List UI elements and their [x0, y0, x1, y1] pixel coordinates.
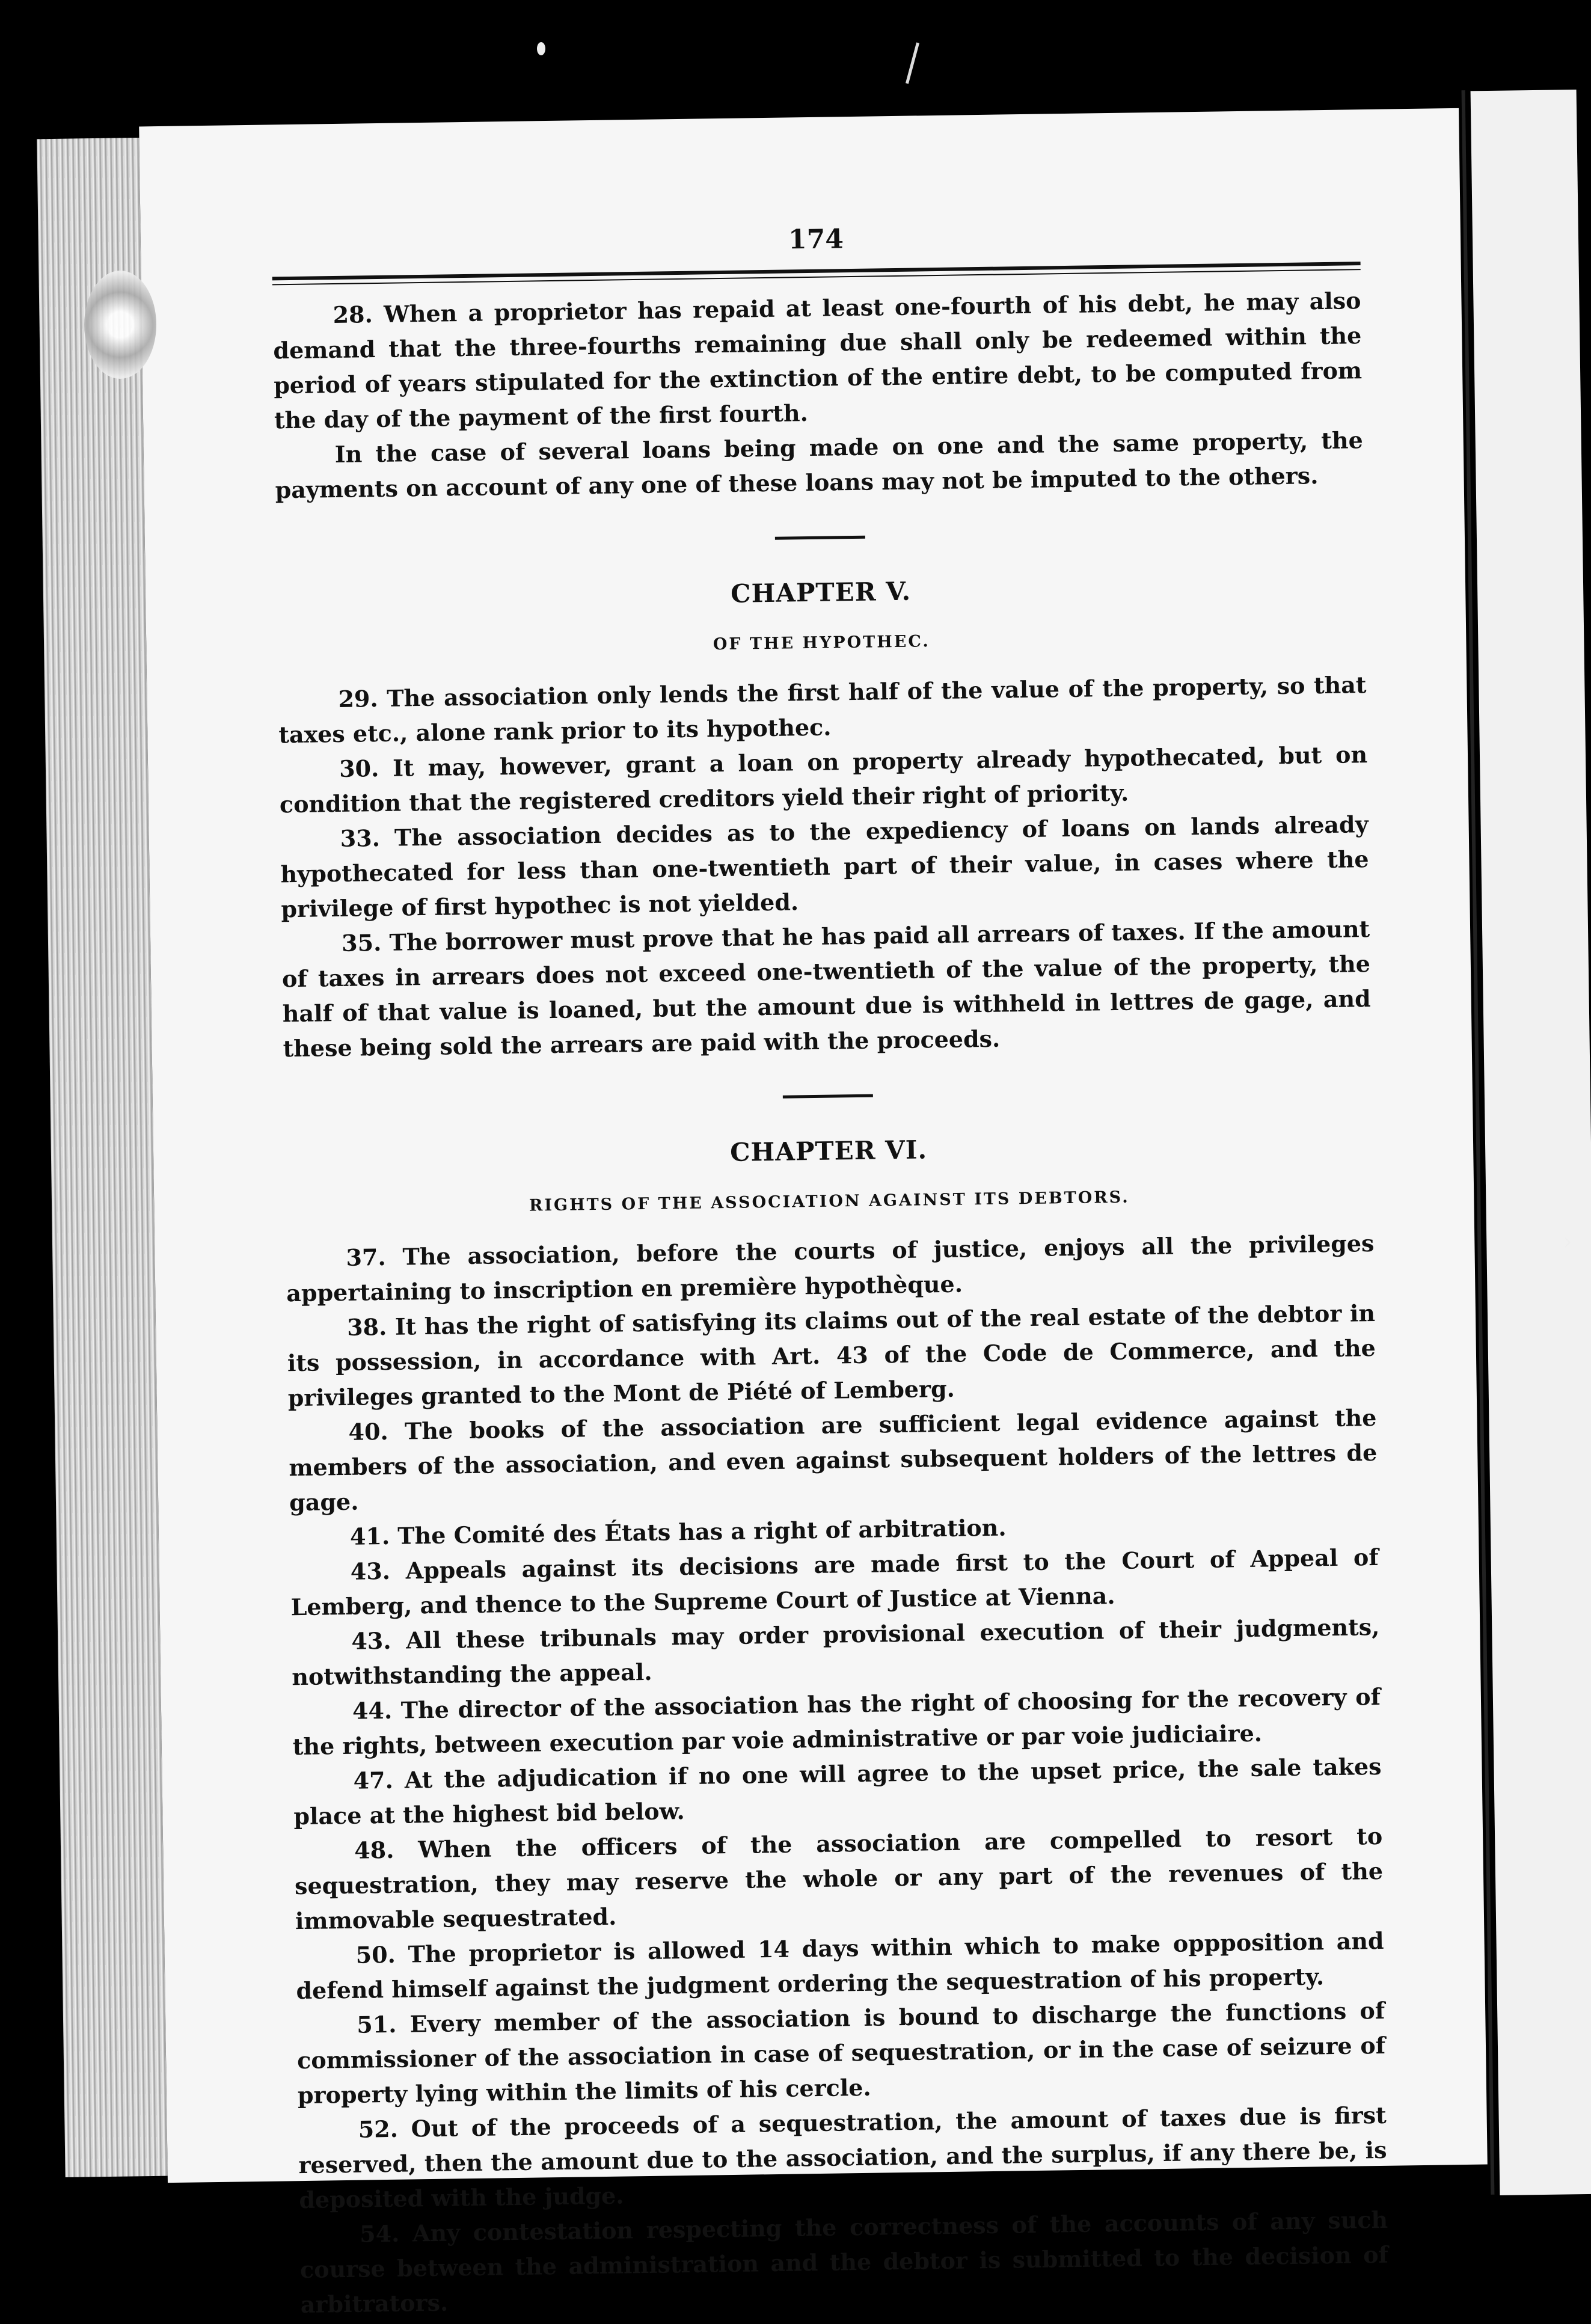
- paragraph-48: 48. When the officers of the association are compelled to resort to sequestration, they may reserve the whole or any part of the revenues of the immovable sequestrated.: [294, 1822, 1384, 1935]
- scan-speck: [537, 42, 545, 55]
- paragraph-51: 51. Every member of the association is bound to discharge the functions of commissioner of the association in case of sequestration, or in the case of seizure of property lying within the limits of his cercle.: [296, 1996, 1386, 2109]
- paragraph-29: 29. The association only lends the first half of the value of the property, so that taxes etc., alone rank prior to its hypothec.: [278, 671, 1367, 749]
- paragraph-33: 33. The association decides as to the expediency of loans on lands already hypothecated for less than one-twentieth part of their value, in cases where the privilege of first hypothec is not yielded.: [280, 811, 1369, 923]
- book-page: [139, 108, 1488, 2319]
- page-number: 174: [788, 224, 844, 256]
- paragraph-38: 38. It has the right of satisfying its claims out of the real estate of the debtor in its possession, in accordance with Art. 43 of the Code de Commerce, and the privileges granted to the Mont de Piété of Lemberg.: [287, 1299, 1376, 1412]
- paragraph-43-appeals: 43. Appeals against its decisions are made first to the Court of Appeal of Lemberg, and thence to the Supreme Court of Justice at Vienna.: [290, 1543, 1379, 1621]
- margin-mark: ›: [1563, 1230, 1572, 1254]
- paragraph-43-tribunals: 43. All these tribunals may order provisional execution of their judgments, notwithstanding the appeal.: [291, 1613, 1380, 1691]
- scan-mark: [906, 43, 919, 84]
- paragraph-30: 30. It may, however, grant a loan on property already hypothecated, but on condition that the registered creditors yield their right of priority.: [279, 741, 1368, 818]
- thumb-blot: [84, 271, 156, 379]
- paragraph-40: 40. The books of the association are sufficient legal evidence against the members of the association, and even against subsequent holders of the lettres de gage.: [289, 1403, 1378, 1516]
- paragraph-52: 52. Out of the proceeds of a sequestration, the amount of taxes due is first reserved, then the amount due to the association, and the surplus, if any there be, is deposited with the judge.: [298, 2101, 1387, 2214]
- chapter-v-heading: CHAPTER V.: [730, 576, 912, 609]
- paragraph-37: 37. The association, before the courts of justice, enjoys all the privileges appertaining to inscription en première hypothèque.: [286, 1229, 1375, 1307]
- paragraph-44: 44. The director of the association has the right of choosing for the recovery of the rights, between execution par voie administrative or par voie judiciaire.: [292, 1682, 1381, 1761]
- page-content: [272, 215, 1389, 2322]
- section-divider: [775, 536, 865, 540]
- section-divider: [783, 1094, 873, 1099]
- chapter-v-subtitle: OF THE HYPOTHEC.: [713, 632, 930, 654]
- chapter-vi-heading: CHAPTER VI.: [729, 1135, 928, 1167]
- paragraph-47: 47. At the adjudication if no one will agree to the upset price, the sale takes place at the highest bid below.: [293, 1752, 1382, 1830]
- paragraph-28: 28. When a proprietor has repaid at least one-fourth of his debt, he may also demand that the three-fourths remaining due shall only be redeemed within the period of years stipulated for the extinction of the entire debt, to be computed from the day of the payment of the first fourth.: [273, 287, 1363, 434]
- paragraph-41: 41. The Comité des États has a right of arbitration.: [349, 1513, 1007, 1550]
- paragraph-54: 54. Any contestation respecting the correctness of the accounts of any such course between the administration and the debtor is submitted to the decision of arbitrators.: [299, 2206, 1389, 2319]
- paragraph-35: 35. The borrower must prove that he has paid all arrears of taxes. If the amount of taxes in arrears does not exceed one-twentieth of the value of the property, the half of that value is loaned, but the amount due is withheld in lettres de gage, and these being sold the arrears are paid with the proceeds.: [281, 915, 1371, 1062]
- paragraph-several-loans: In the case of several loans being made on one and the same property, the payments on account of any one of these loans may not be imputed to the others.: [275, 426, 1364, 504]
- paragraph-50: 50. The proprietor is allowed 14 days within which to make oppposition and defend himself against the judgment ordering the sequestration of his property.: [296, 1927, 1384, 2005]
- chapter-vi-subtitle: RIGHTS OF THE ASSOCIATION AGAINST ITS DEBTORS.: [529, 1188, 1130, 1215]
